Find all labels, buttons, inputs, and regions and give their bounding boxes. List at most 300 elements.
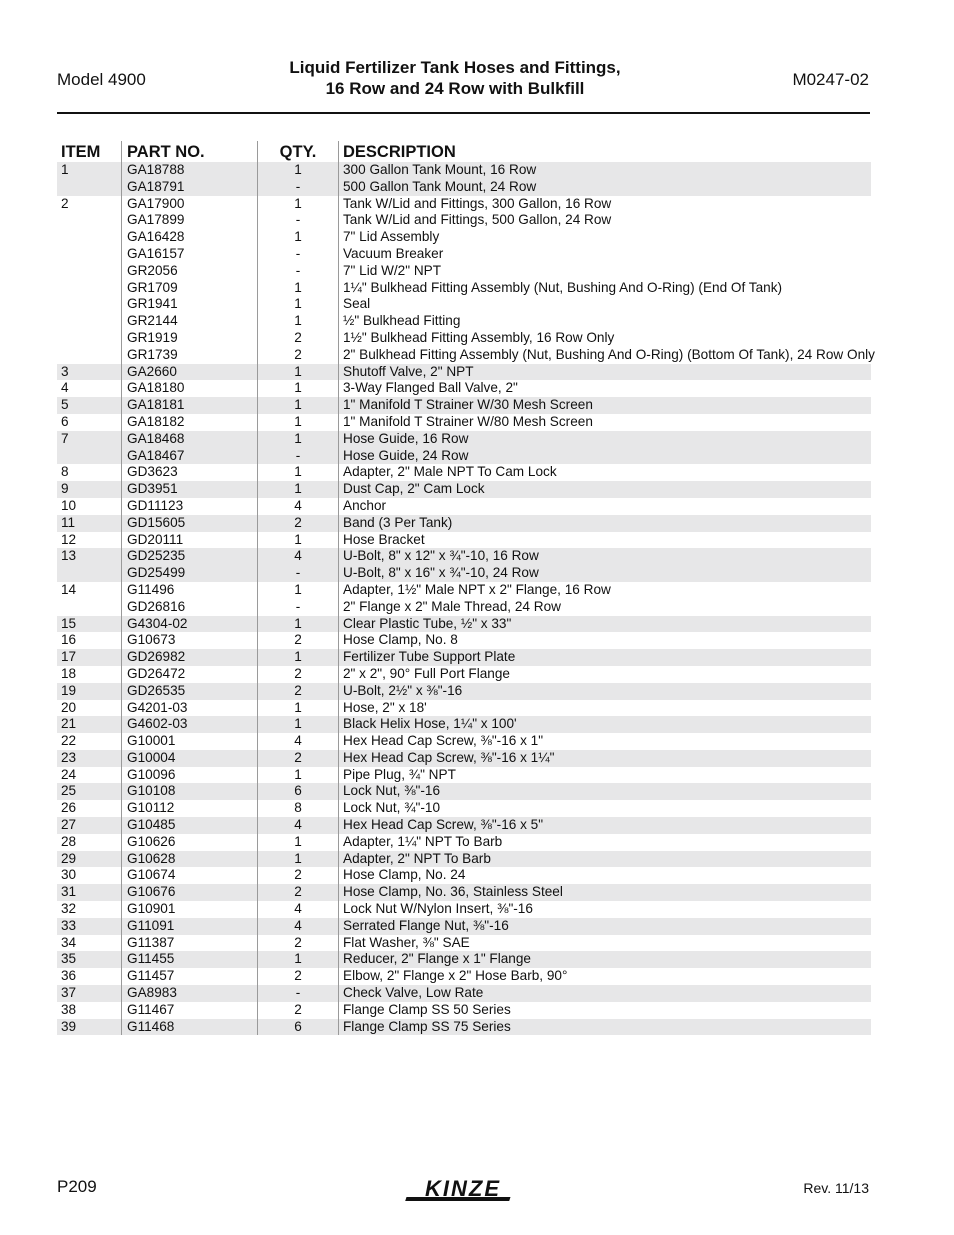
table-row — [57, 767, 871, 784]
table-row — [57, 666, 871, 683]
part-number: GA16157 — [127, 245, 185, 261]
part-number: GD3951 — [127, 481, 178, 497]
part-number: GR2056 — [127, 262, 178, 278]
quantity: 2 — [294, 346, 302, 362]
description-cell — [338, 666, 871, 683]
description: Flat Washer, ⅜" SAE — [343, 934, 470, 950]
item-number: 24 — [61, 766, 77, 782]
table-row — [57, 582, 871, 616]
description: 500 Gallon Tank Mount, 24 Row — [343, 178, 537, 194]
table-row — [57, 364, 871, 381]
quantity: 2 — [294, 867, 302, 883]
part-number-cell — [121, 532, 257, 549]
description: Hose Guide, 16 Row — [343, 430, 469, 446]
item-number: 6 — [61, 413, 69, 429]
quantity: 1 — [294, 581, 302, 597]
part-number-cell — [121, 935, 257, 952]
part-number-cell — [121, 985, 257, 1002]
description-cell — [338, 733, 871, 750]
part-number: G11455 — [127, 951, 175, 967]
part-number: GD26535 — [127, 682, 186, 698]
quantity-cell — [257, 632, 338, 649]
description-cell — [338, 767, 871, 784]
description-cell — [338, 834, 871, 851]
quantity-cell — [257, 414, 338, 431]
quantity-cell — [257, 800, 338, 817]
part-number-cell — [121, 196, 257, 364]
quantity-cell — [257, 666, 338, 683]
item-number: 17 — [61, 649, 77, 665]
part-number-cell — [121, 431, 257, 465]
quantity-cell — [257, 532, 338, 549]
quantity: 1 — [294, 296, 302, 312]
quantity-cell — [257, 935, 338, 952]
description: Clear Plastic Tube, ½" x 33" — [343, 615, 512, 631]
description-cell — [338, 851, 871, 868]
part-number-cell — [121, 1019, 257, 1036]
quantity: 1 — [294, 313, 302, 329]
quantity: 1 — [294, 716, 302, 732]
quantity: 2 — [294, 665, 302, 681]
item-number: 32 — [61, 901, 77, 917]
table-row — [57, 498, 871, 515]
table-row — [57, 464, 871, 481]
quantity-cell — [257, 481, 338, 498]
description: Hex Head Cap Screw, ⅜"-16 x 1¼" — [343, 749, 555, 765]
part-number: GR1919 — [127, 329, 178, 345]
quantity: - — [295, 178, 301, 194]
table-row — [57, 867, 871, 884]
item-number: 22 — [61, 733, 77, 749]
item-number: 34 — [61, 934, 77, 950]
column-header-item: ITEM — [61, 143, 101, 161]
description-cell — [338, 464, 871, 481]
quantity: 2 — [294, 1001, 302, 1017]
part-number-cell — [121, 364, 257, 381]
item-number: 35 — [61, 951, 77, 967]
quantity-cell — [257, 683, 338, 700]
description-cell — [338, 364, 871, 381]
part-number: G4602-03 — [127, 716, 188, 732]
column-header-qty: QTY. — [257, 141, 338, 162]
description-cell — [338, 616, 871, 633]
description: Seal — [343, 296, 371, 312]
description: Vacuum Breaker — [343, 245, 444, 261]
quantity: 6 — [294, 1018, 302, 1034]
quantity-cell — [257, 733, 338, 750]
quantity-cell — [257, 700, 338, 717]
description: Tank W/Lid and Fittings, 500 Gallon, 24 Row — [343, 212, 612, 228]
quantity-cell — [257, 196, 338, 364]
part-number: GA17900 — [127, 195, 185, 211]
quantity-cell — [257, 498, 338, 515]
part-number: GR1941 — [127, 296, 178, 312]
item-number: 7 — [61, 430, 69, 446]
page-number: P209 — [57, 1177, 97, 1196]
description-cell — [338, 985, 871, 1002]
description-cell — [338, 750, 871, 767]
quantity-cell — [257, 1002, 338, 1019]
description: Hose Clamp, No. 8 — [343, 632, 458, 648]
quantity-cell — [257, 750, 338, 767]
description-cell — [338, 817, 871, 834]
item-number: 27 — [61, 817, 77, 833]
part-number-cell — [121, 582, 257, 616]
part-number-cell — [121, 733, 257, 750]
part-number: GA18180 — [127, 380, 185, 396]
part-number-cell — [121, 817, 257, 834]
part-number: G11387 — [127, 934, 175, 950]
item-number: 5 — [61, 397, 69, 413]
table-row — [57, 968, 871, 985]
quantity: 4 — [294, 548, 302, 564]
part-number-cell — [121, 464, 257, 481]
part-number-cell — [121, 800, 257, 817]
quantity-cell — [257, 616, 338, 633]
description: Flange Clamp SS 50 Series — [343, 1001, 511, 1017]
kinze-logo-text: KINZE — [425, 1177, 501, 1201]
header-divider — [57, 112, 870, 114]
item-number: 1 — [61, 162, 69, 177]
quantity: - — [295, 598, 301, 614]
part-number-cell — [121, 414, 257, 431]
part-number: GA18788 — [127, 162, 185, 177]
quantity-cell — [257, 1019, 338, 1036]
description: Lock Nut, ¾"-10 — [343, 800, 441, 816]
quantity: 2 — [294, 884, 302, 900]
table-row — [57, 918, 871, 935]
quantity: 1 — [294, 649, 302, 665]
table-row — [57, 380, 871, 397]
quantity-cell — [257, 716, 338, 733]
quantity: 8 — [294, 800, 302, 816]
description-cell — [338, 783, 871, 800]
part-number: GA18791 — [127, 178, 185, 194]
item-number: 20 — [61, 699, 77, 715]
description-cell — [338, 548, 871, 582]
quantity: 4 — [294, 917, 302, 933]
quantity-cell — [257, 951, 338, 968]
description: Tank W/Lid and Fittings, 300 Gallon, 16 Row — [343, 195, 612, 211]
description-cell — [338, 935, 871, 952]
part-number-cell — [121, 851, 257, 868]
item-number: 31 — [61, 884, 77, 900]
table-row — [57, 532, 871, 549]
description: Check Valve, Low Rate — [343, 985, 484, 1001]
item-number: 29 — [61, 850, 77, 866]
description-cell — [338, 901, 871, 918]
quantity: 1 — [294, 380, 302, 396]
part-number: G11467 — [127, 1001, 175, 1017]
part-number-cell — [121, 616, 257, 633]
quantity-cell — [257, 397, 338, 414]
part-number-cell — [121, 515, 257, 532]
quantity: 2 — [294, 934, 302, 950]
description: Pipe Plug, ¾" NPT — [343, 766, 456, 782]
description: 2" x 2", 90° Full Port Flange — [343, 665, 510, 681]
part-number-cell — [121, 884, 257, 901]
part-number: G10674 — [127, 867, 176, 883]
quantity: 1 — [294, 699, 302, 715]
table-row — [57, 700, 871, 717]
part-number-cell — [121, 481, 257, 498]
part-number: GR1709 — [127, 279, 178, 295]
table-row — [57, 817, 871, 834]
quantity: 1 — [294, 229, 302, 245]
quantity-cell — [257, 985, 338, 1002]
part-number: GD15605 — [127, 514, 186, 530]
part-number: G10004 — [127, 749, 176, 765]
quantity: 1 — [294, 279, 302, 295]
part-number: G10485 — [127, 817, 176, 833]
part-number: GR2144 — [127, 313, 178, 329]
part-number-cell — [121, 834, 257, 851]
quantity: 1 — [294, 397, 302, 413]
quantity-cell — [257, 380, 338, 397]
table-row — [57, 431, 871, 465]
part-number-cell — [121, 683, 257, 700]
quantity-cell — [257, 582, 338, 616]
table-row — [57, 195, 875, 364]
description: 1" Manifold T Strainer W/80 Mesh Screen — [343, 413, 593, 429]
part-number: GR1739 — [127, 346, 178, 362]
part-number: GA18467 — [127, 447, 185, 463]
part-number: G10901 — [127, 901, 176, 917]
part-number-cell — [121, 380, 257, 397]
table-row — [57, 1002, 871, 1019]
part-number: G10112 — [127, 800, 175, 816]
quantity: 2 — [294, 329, 302, 345]
quantity: 2 — [294, 632, 302, 648]
description: Hose Clamp, No. 36, Stainless Steel — [343, 884, 563, 900]
quantity-cell — [257, 968, 338, 985]
table-row — [57, 616, 871, 633]
table-row — [57, 481, 871, 498]
quantity-cell — [257, 162, 338, 196]
description: Hex Head Cap Screw, ⅜"-16 x 1" — [343, 733, 544, 749]
quantity: 2 — [294, 968, 302, 984]
item-number: 10 — [61, 497, 77, 513]
table-row — [57, 901, 871, 918]
description: U-Bolt, 2½" x ⅜"-16 — [343, 682, 463, 698]
item-number: 37 — [61, 985, 77, 1001]
table-row — [57, 733, 871, 750]
description: 7" Lid W/2" NPT — [343, 262, 442, 278]
part-number-cell — [121, 783, 257, 800]
part-number: GD25499 — [127, 565, 186, 581]
quantity: - — [295, 565, 301, 581]
page-title-line1: Liquid Fertilizer Tank Hoses and Fittings, — [289, 58, 621, 77]
description-cell — [338, 867, 871, 884]
part-number-cell — [121, 750, 257, 767]
description: ½" Bulkhead Fitting — [343, 313, 461, 329]
part-number-cell — [121, 666, 257, 683]
part-number: GA2660 — [127, 363, 177, 379]
part-number-cell — [121, 700, 257, 717]
description-cell — [338, 195, 875, 364]
description: Hose Guide, 24 Row — [343, 447, 469, 463]
table-row — [57, 632, 871, 649]
part-number-cell — [121, 767, 257, 784]
table-row — [57, 750, 871, 767]
quantity: - — [295, 262, 301, 278]
description-cell — [338, 632, 871, 649]
part-number: GD3623 — [127, 464, 178, 480]
part-number-cell — [121, 918, 257, 935]
description: Elbow, 2" Flange x 2" Hose Barb, 90° — [343, 968, 568, 984]
part-number: G10676 — [127, 884, 176, 900]
document-code: M0247-02 — [792, 70, 869, 89]
part-number-cell — [121, 498, 257, 515]
description: Adapter, 1½" Male NPT x 2" Flange, 16 Row — [343, 581, 611, 597]
description: Hose, 2" x 18' — [343, 699, 427, 715]
description-cell — [338, 968, 871, 985]
description: 2" Flange x 2" Male Thread, 24 Row — [343, 598, 561, 614]
quantity: 2 — [294, 682, 302, 698]
part-number-cell — [121, 901, 257, 918]
table-row — [57, 683, 871, 700]
kinze-logo-graphic — [403, 1177, 521, 1205]
description: Adapter, 2" Male NPT To Cam Lock — [343, 464, 557, 480]
item-number: 38 — [61, 1001, 77, 1017]
quantity: 1 — [294, 615, 302, 631]
quantity-cell — [257, 548, 338, 582]
part-number: GD20111 — [127, 531, 184, 547]
quantity-cell — [257, 918, 338, 935]
table-row — [57, 783, 871, 800]
table-body — [57, 162, 875, 1035]
item-number: 21 — [61, 716, 77, 732]
description-cell — [338, 884, 871, 901]
table-row — [57, 162, 871, 196]
quantity-cell — [257, 884, 338, 901]
part-number: G11468 — [127, 1018, 175, 1034]
item-number: 2 — [61, 195, 69, 211]
item-number: 8 — [61, 464, 69, 480]
quantity: 1 — [294, 195, 302, 211]
description-cell — [338, 1002, 871, 1019]
item-number: 36 — [61, 968, 77, 984]
part-number: GA8983 — [127, 985, 177, 1001]
description: Flange Clamp SS 75 Series — [343, 1018, 511, 1034]
description: 3-Way Flanged Ball Valve, 2" — [343, 380, 518, 396]
description-cell — [338, 1019, 871, 1036]
description: Band (3 Per Tank) — [343, 514, 453, 530]
part-number: GA18181 — [127, 397, 185, 413]
description: Black Helix Hose, 1¼" x 100' — [343, 716, 517, 732]
item-number: 30 — [61, 867, 77, 883]
quantity-cell — [257, 901, 338, 918]
description: Adapter, 1¼" NPT To Barb — [343, 833, 503, 849]
part-number-cell — [121, 162, 257, 196]
description-cell — [338, 800, 871, 817]
description-cell — [338, 414, 871, 431]
part-number: GD25235 — [127, 548, 186, 564]
table-row — [57, 548, 871, 582]
description-cell — [338, 397, 871, 414]
item-number: 4 — [61, 380, 69, 396]
item-number: 18 — [61, 665, 77, 681]
description: Hose Clamp, No. 24 — [343, 867, 466, 883]
description: Reducer, 2" Flange x 1" Flange — [343, 951, 531, 967]
quantity-cell — [257, 364, 338, 381]
table-row — [57, 985, 871, 1002]
quantity: 1 — [294, 951, 302, 967]
item-number: 39 — [61, 1018, 77, 1034]
part-number: G10001 — [127, 733, 176, 749]
description: Shutoff Valve, 2" NPT — [343, 363, 474, 379]
part-number: G11091 — [127, 917, 175, 933]
quantity-cell — [257, 431, 338, 465]
quantity-cell — [257, 649, 338, 666]
item-number: 16 — [61, 632, 77, 648]
part-number-cell — [121, 548, 257, 582]
quantity: 1 — [294, 766, 302, 782]
quantity: 1 — [294, 430, 302, 446]
description: 1" Manifold T Strainer W/30 Mesh Screen — [343, 397, 593, 413]
description: 300 Gallon Tank Mount, 16 Row — [343, 162, 537, 177]
description-cell — [338, 481, 871, 498]
quantity: 4 — [294, 817, 302, 833]
quantity: - — [295, 245, 301, 261]
description: Fertilizer Tube Support Plate — [343, 649, 516, 665]
table-row — [57, 884, 871, 901]
parts-table — [57, 140, 875, 1035]
quantity: 1 — [294, 481, 302, 497]
description-cell — [338, 700, 871, 717]
table-row — [57, 716, 871, 733]
part-number-cell — [121, 951, 257, 968]
quantity-cell — [257, 851, 338, 868]
quantity: - — [295, 447, 301, 463]
description: Serrated Flange Nut, ⅜"-16 — [343, 917, 509, 933]
description: Adapter, 2" NPT To Barb — [343, 850, 491, 866]
column-header-description: DESCRIPTION — [338, 141, 871, 162]
item-number: 33 — [61, 917, 77, 933]
table-row — [57, 414, 871, 431]
quantity: 1 — [294, 162, 302, 177]
header-model: Model 4900 — [57, 70, 146, 89]
kinze-logo — [403, 1177, 521, 1205]
description-cell — [338, 716, 871, 733]
description-cell — [338, 380, 871, 397]
description: U-Bolt, 8" x 12" x ¾"-10, 16 Row — [343, 548, 539, 564]
quantity-cell — [257, 817, 338, 834]
part-number: G10673 — [127, 632, 176, 648]
part-number: G10626 — [127, 833, 176, 849]
description: Anchor — [343, 497, 387, 513]
table-row — [57, 515, 871, 532]
quantity: 1 — [294, 464, 302, 480]
quantity-cell — [257, 834, 338, 851]
quantity: 1 — [294, 833, 302, 849]
table-row — [57, 397, 871, 414]
table-row — [57, 834, 871, 851]
item-number: 25 — [61, 783, 77, 799]
quantity-cell — [257, 867, 338, 884]
table-header-row — [57, 140, 871, 162]
item-number: 11 — [61, 514, 76, 530]
description-cell — [338, 683, 871, 700]
description: Dust Cap, 2" Cam Lock — [343, 481, 485, 497]
table-row — [57, 851, 871, 868]
quantity: 2 — [294, 749, 302, 765]
column-header-part: PART NO. — [121, 141, 257, 162]
part-number: G11496 — [127, 581, 175, 597]
description-cell — [338, 498, 871, 515]
description-cell — [338, 918, 871, 935]
page-title-line2: 16 Row and 24 Row with Bulkfill — [325, 79, 585, 98]
